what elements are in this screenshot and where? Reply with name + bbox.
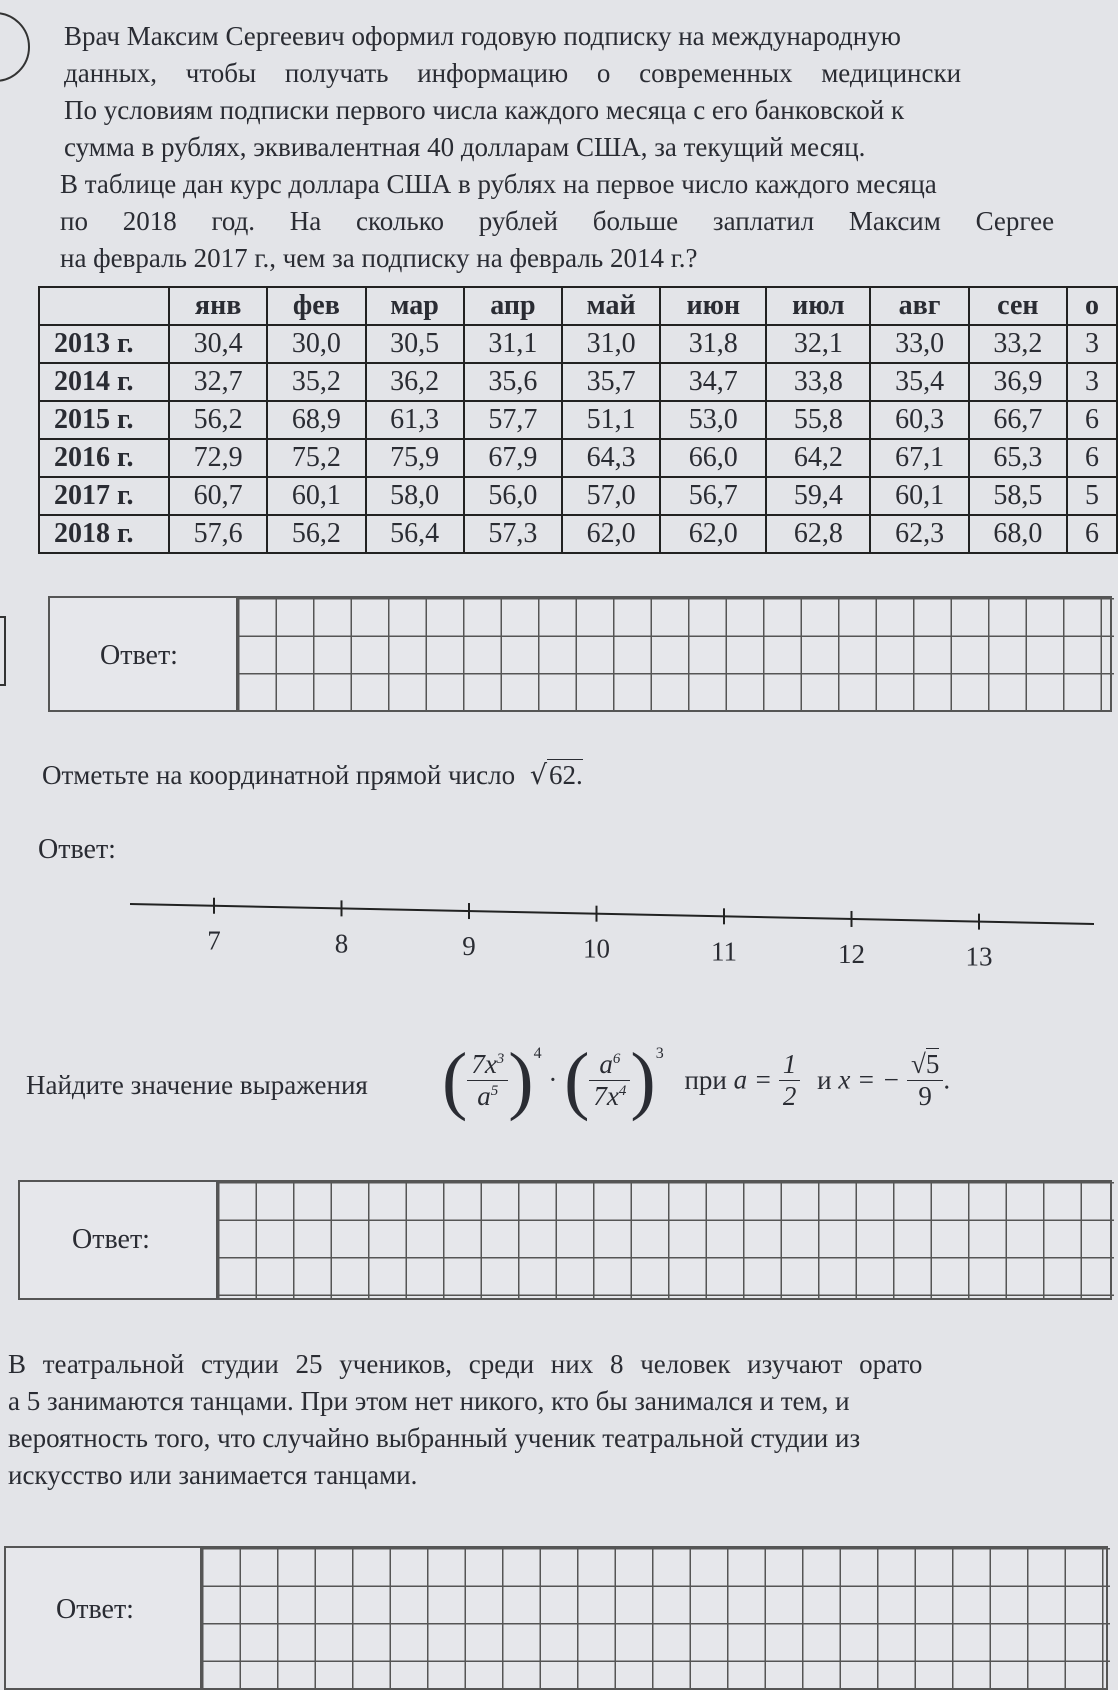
- answer-box-3: [18, 1180, 1112, 1300]
- rate-cell: 31,0: [562, 325, 660, 363]
- rate-cell: 57,6: [169, 515, 267, 553]
- rate-cell: 32,1: [766, 325, 870, 363]
- a-denominator: 2: [782, 1080, 797, 1111]
- rate-cell: 31,8: [660, 325, 766, 363]
- rate-cell: 57,7: [464, 401, 562, 439]
- answer-grid-4[interactable]: [200, 1548, 1110, 1688]
- x-fraction: [907, 1049, 943, 1112]
- rate-cell: 35,4: [870, 363, 968, 401]
- rate-cell: 30,5: [366, 325, 464, 363]
- problem1-line: В таблице дан курс доллара США в рублях на первое число каждого месяца: [60, 169, 937, 199]
- rate-cell: 62,8: [766, 515, 870, 553]
- rate-cell: 75,2: [267, 439, 365, 477]
- rate-cell: 56,7: [660, 477, 766, 515]
- rate-cell: 68,0: [969, 515, 1067, 553]
- problem3-prompt: Найдите значение выражения: [26, 1070, 368, 1100]
- rate-cell: 3: [1067, 363, 1117, 401]
- multiply-dot: ·: [548, 1064, 558, 1095]
- rate-cell: 56,2: [267, 515, 365, 553]
- frac1-den-exponent: 5: [490, 1082, 499, 1099]
- month-header: о: [1067, 287, 1117, 325]
- frac2-den-exponent: 4: [618, 1082, 627, 1099]
- month-header: янв: [169, 287, 267, 325]
- year-cell: 2015 г.: [39, 401, 169, 439]
- month-header: июн: [660, 287, 766, 325]
- rate-cell: 64,3: [562, 439, 660, 477]
- rate-cell: 58,0: [366, 477, 464, 515]
- answer-label: Ответ:: [72, 1224, 150, 1255]
- month-header: фев: [267, 287, 365, 325]
- year-cell: 2017 г.: [39, 477, 169, 515]
- rate-cell: 61,3: [366, 401, 464, 439]
- margin-mark: [0, 616, 6, 686]
- table-row: [39, 401, 1117, 439]
- math-expression: [442, 1040, 950, 1120]
- rate-cell: 33,0: [870, 325, 968, 363]
- rate-cell: 35,2: [267, 363, 365, 401]
- rate-cell: 65,3: [969, 439, 1067, 477]
- x-label: x = −: [838, 1064, 901, 1095]
- rate-cell: 34,7: [660, 363, 766, 401]
- rate-cell: 5: [1067, 477, 1117, 515]
- month-header: июл: [766, 287, 870, 325]
- rate-cell: 55,8: [766, 401, 870, 439]
- number-line-tick-label: 11: [711, 936, 737, 967]
- table-header-row: [39, 287, 1117, 325]
- rate-cell: 60,3: [870, 401, 968, 439]
- rate-cell: 51,1: [562, 401, 660, 439]
- number-line[interactable]: [0, 880, 1094, 970]
- month-header: мар: [366, 287, 464, 325]
- rate-cell: 6: [1067, 439, 1117, 477]
- problem1-line: данных, чтобы получать информацию о современных медицински: [64, 58, 962, 88]
- frac2-numerator: a: [599, 1048, 613, 1079]
- rate-cell: 64,2: [766, 439, 870, 477]
- condition-word: при: [684, 1064, 727, 1095]
- problem1-line: по 2018 год. На сколько рублей больше заплатил Максим Сергее: [60, 206, 1055, 236]
- sqrt-sign: √: [911, 1048, 926, 1079]
- answer-label: Ответ:: [100, 640, 178, 671]
- table-row: [39, 363, 1117, 401]
- sqrt-argument: 62.: [549, 760, 583, 790]
- table-corner-cell: [39, 287, 169, 325]
- problem1-text: [60, 18, 1094, 277]
- number-line-axis: [130, 904, 1094, 924]
- table-row: [39, 477, 1117, 515]
- answer-grid-3[interactable]: [216, 1182, 1114, 1298]
- and-word: и: [817, 1064, 832, 1095]
- rate-cell: 68,9: [267, 401, 365, 439]
- right-paren: ): [508, 1038, 534, 1122]
- year-cell: 2013 г.: [39, 325, 169, 363]
- rate-cell: 3: [1067, 325, 1117, 363]
- problem2-answer-label: Ответ:: [38, 834, 116, 865]
- a-label: a =: [733, 1064, 773, 1095]
- year-cell: 2018 г.: [39, 515, 169, 553]
- task-number-circle: [0, 12, 30, 82]
- frac1-denominator: a: [477, 1080, 491, 1111]
- frac1-num-exponent: 3: [496, 1050, 505, 1067]
- rate-cell: 35,6: [464, 363, 562, 401]
- rate-cell: 56,0: [464, 477, 562, 515]
- exchange-rate-table: [38, 286, 1118, 554]
- a-fraction: [779, 1049, 801, 1112]
- rate-cell: 67,9: [464, 439, 562, 477]
- answer-box-1: [48, 596, 1112, 712]
- rate-cell: 53,0: [660, 401, 766, 439]
- fraction-1: [467, 1049, 508, 1112]
- rate-cell: 33,8: [766, 363, 870, 401]
- rate-cell: 57,0: [562, 477, 660, 515]
- a-numerator: 1: [779, 1049, 801, 1081]
- frac1-numerator: 7x: [471, 1048, 497, 1079]
- rate-cell: 62,0: [562, 515, 660, 553]
- table-row: [39, 515, 1117, 553]
- problem4-line: искусство или занимается танцами.: [8, 1460, 418, 1490]
- period: .: [943, 1064, 951, 1095]
- rate-cell: 56,2: [169, 401, 267, 439]
- problem1-line: сумма в рублях, эквивалентная 40 долларам США, за текущий месяц.: [64, 132, 866, 162]
- rate-cell: 6: [1067, 515, 1117, 553]
- rate-cell: 32,7: [169, 363, 267, 401]
- rate-cell: 30,0: [267, 325, 365, 363]
- month-header: май: [562, 287, 660, 325]
- left-paren: (: [564, 1038, 590, 1122]
- rate-cell: 59,4: [766, 477, 870, 515]
- problem1-line: Врач Максим Сергеевич оформил годовую подписку на международную: [64, 21, 901, 51]
- year-cell: 2014 г.: [39, 363, 169, 401]
- problem4-line: вероятность того, что случайно выбранный ученик театральной студии из: [8, 1423, 861, 1453]
- problem4-line: а 5 занимаются танцами. При этом нет никого, кто бы занимался и тем, и: [8, 1386, 850, 1416]
- month-header: авг: [870, 287, 968, 325]
- rate-cell: 60,7: [169, 477, 267, 515]
- rate-cell: 62,0: [660, 515, 766, 553]
- rate-cell: 36,9: [969, 363, 1067, 401]
- rate-cell: 33,2: [969, 325, 1067, 363]
- frac2-denominator: 7x: [593, 1080, 619, 1111]
- rate-cell: 56,4: [366, 515, 464, 553]
- rate-cell: 67,1: [870, 439, 968, 477]
- problem2-prompt: [42, 760, 583, 791]
- answer-box-4: [4, 1546, 1108, 1690]
- table-row: [39, 439, 1117, 477]
- left-paren: (: [442, 1038, 468, 1122]
- rate-cell: 75,9: [366, 439, 464, 477]
- year-cell: 2016 г.: [39, 439, 169, 477]
- x-numerator: 5: [925, 1048, 940, 1079]
- problem2-text: Отметьте на координатной прямой число: [42, 760, 516, 790]
- sqrt-sign: √: [529, 760, 548, 791]
- rate-cell: 60,1: [267, 477, 365, 515]
- x-denominator: 9: [918, 1080, 932, 1111]
- fraction-2: [589, 1049, 630, 1112]
- number-line-tick-label: 10: [583, 933, 610, 964]
- rate-cell: 31,1: [464, 325, 562, 363]
- rate-cell: 60,1: [870, 477, 968, 515]
- number-line-tick-label: 13: [965, 941, 993, 972]
- rate-cell: 35,7: [562, 363, 660, 401]
- problem1-line: на февраль 2017 г., чем за подписку на февраль 2014 г.?: [60, 243, 698, 273]
- rate-cell: 62,3: [870, 515, 968, 553]
- number-line-tick-label: 8: [334, 928, 349, 959]
- month-header: апр: [464, 287, 562, 325]
- problem4-text: [8, 1346, 1094, 1494]
- rate-cell: 36,2: [366, 363, 464, 401]
- month-header: сен: [969, 287, 1067, 325]
- rate-cell: 6: [1067, 401, 1117, 439]
- rate-cell: 57,3: [464, 515, 562, 553]
- rate-cell: 66,0: [660, 439, 766, 477]
- number-line-tick-label: 7: [207, 925, 221, 956]
- rate-cell: 72,9: [169, 439, 267, 477]
- problem3-expression: [26, 1040, 1094, 1140]
- table-row: [39, 325, 1117, 363]
- rate-cell: 58,5: [969, 477, 1067, 515]
- answer-grid-1[interactable]: [236, 598, 1114, 710]
- number-line-tick-label: 9: [462, 931, 476, 962]
- problem1-line: По условиям подписки первого числа каждого месяца с его банковской к: [64, 95, 905, 125]
- problem4-line: В театральной студии 25 учеников, среди них 8 человек изучают орато: [8, 1349, 923, 1379]
- right-paren: ): [630, 1038, 656, 1122]
- rate-cell: 66,7: [969, 401, 1067, 439]
- answer-label: Ответ:: [56, 1594, 134, 1625]
- rate-cell: 30,4: [169, 325, 267, 363]
- number-line-tick-label: 12: [838, 938, 865, 969]
- frac2-num-exponent: 6: [612, 1050, 621, 1067]
- power-2: 3: [655, 1045, 664, 1063]
- power-1: 4: [533, 1045, 542, 1063]
